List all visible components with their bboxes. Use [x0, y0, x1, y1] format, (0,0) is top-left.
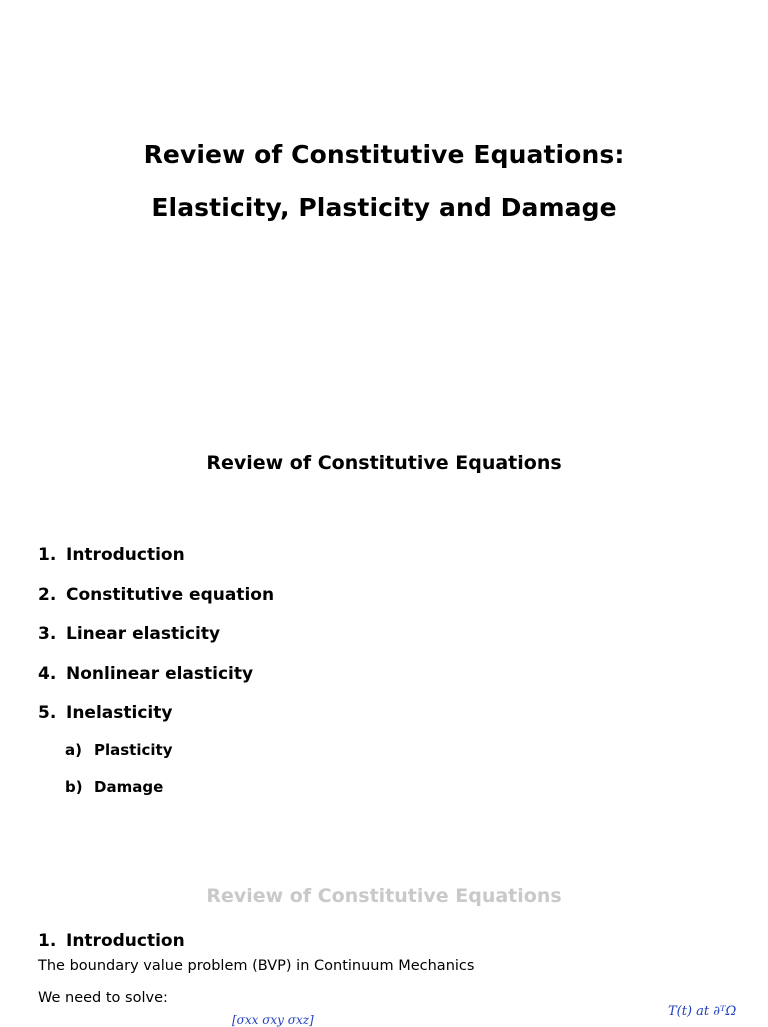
- toc-number: 1.: [38, 545, 57, 565]
- title-line-1: Review of Constitutive Equations:: [143, 140, 625, 169]
- toc-label: Introduction: [66, 545, 185, 565]
- toc-sub-letter: b): [65, 778, 83, 796]
- toc-number: 5.: [38, 703, 57, 723]
- intro-heading: [38, 931, 185, 951]
- toc-label: Linear elasticity: [66, 624, 221, 644]
- document-title: [0, 128, 768, 234]
- toc-item-constitutive-equation: [38, 585, 274, 625]
- toc-sub-letter: a): [65, 741, 82, 759]
- stress-tensor-math: [σxx σxy σxz]: [232, 1013, 314, 1027]
- traction-math: T(t) at ∂ᵀΩ: [668, 1004, 737, 1019]
- toc-sub-label: Plasticity: [94, 741, 173, 759]
- toc-subitem-plasticity: [65, 741, 172, 778]
- toc-sublist: [65, 741, 172, 815]
- toc-number: 3.: [38, 624, 57, 644]
- intro-label: Introduction: [66, 931, 185, 951]
- title-line-2: Elasticity, Plasticity and Damage: [151, 193, 617, 222]
- intro-paragraph: [38, 958, 474, 974]
- toc-item-nonlinear-elasticity: [38, 664, 274, 704]
- toc-label: Nonlinear elasticity: [66, 663, 254, 684]
- toc-label: Inelasticity: [66, 703, 173, 723]
- toc-item-introduction: [38, 545, 274, 585]
- para-suffix: in Continuum Mechanics: [291, 958, 475, 974]
- para-prefix: The: [38, 958, 70, 974]
- section-heading-faded: Review of Constitutive Equations: [206, 885, 562, 907]
- toc-sub-label: Damage: [94, 778, 164, 796]
- toc-number: 4.: [38, 663, 57, 684]
- table-of-contents: [38, 545, 275, 796]
- intro-number: 1.: [38, 931, 57, 951]
- toc-label: Constitutive equation: [66, 584, 275, 605]
- toc-item-linear-elasticity: [38, 624, 274, 664]
- toc-item-inelasticity: [38, 703, 274, 743]
- section-heading: Review of Constitutive Equations: [206, 452, 562, 474]
- bvp-term: boundary value problem (BVP): [69, 958, 292, 974]
- toc-number: 2.: [38, 584, 57, 605]
- toc-subitem-damage: [65, 778, 172, 815]
- solve-paragraph: We need to solve:: [38, 990, 168, 1006]
